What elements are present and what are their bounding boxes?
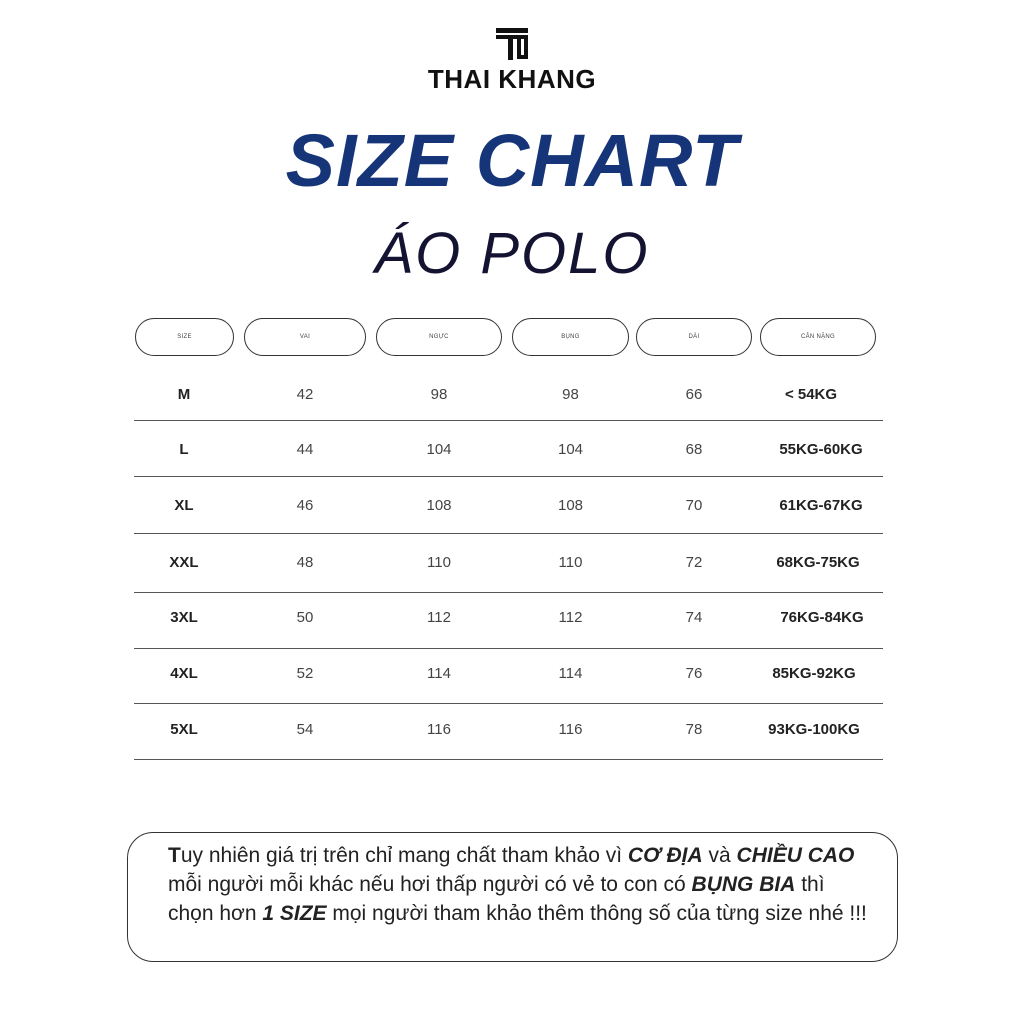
note-emphasis: CHIỀU CAO [736,844,855,867]
cell-can-nang: < 54KG [784,386,838,403]
cell-can-nang: 55KG-60KG [779,441,863,458]
cell-nguc: 116 [427,721,451,738]
header-size: SIZE [135,318,234,356]
header-nguc: NGỰC [376,318,502,356]
cell-dai: 74 [685,609,703,626]
table-row [0,702,1024,758]
cell-size: L [179,441,189,458]
cell-vai: 54 [296,721,314,738]
row-divider [134,759,883,760]
tk-monogram-icon [492,26,532,62]
header-dai: DÀI [636,318,752,356]
cell-bung: 116 [558,721,583,738]
row-divider [134,420,883,421]
note-text: thì chọn hơn [168,873,825,925]
cell-nguc: 110 [427,554,451,571]
table-row [0,478,1024,534]
cell-can-nang: 93KG-100KG [768,721,860,738]
cell-nguc: 114 [427,665,451,682]
cell-nguc: 112 [427,609,451,626]
header-can-nang: CÂN NẶNG [760,318,876,356]
cell-nguc: 108 [426,497,452,514]
cell-size: XL [174,497,194,514]
table-row [0,590,1024,646]
cell-bung: 104 [557,441,584,458]
note-emphasis: CƠ ĐỊA [627,844,703,867]
cell-can-nang: 61KG-67KG [779,497,863,514]
cell-nguc: 104 [426,441,452,458]
cell-dai: 78 [685,721,703,738]
cell-bung: 98 [562,386,579,403]
cell-size: M [177,386,191,403]
note-emphasis: 1 SIZE [262,902,327,925]
cell-vai: 48 [296,554,314,571]
note-text: và [702,844,737,867]
cell-size: XXL [169,554,199,571]
cell-dai: 66 [685,386,703,403]
cell-bung: 112 [558,609,583,626]
cell-size: 4XL [170,665,198,682]
header-vai: VAI [244,318,366,356]
row-divider [134,533,883,534]
note-text: mỗi người mỗi khác nếu hơi thấp người có vẻ to con có [168,873,692,896]
page-subtitle: ÁO POLO [374,221,650,286]
cell-dai: 70 [685,497,703,514]
cell-can-nang: 68KG-75KG [776,554,860,571]
cell-dai: 68 [685,441,703,458]
table-row [0,367,1024,423]
cell-dai: 72 [685,554,703,571]
cell-nguc: 98 [430,386,448,403]
row-divider [134,476,883,477]
note-drop-cap: T [168,844,181,867]
cell-can-nang: 76KG-84KG [780,609,864,626]
cell-dai: 76 [685,665,703,682]
note-text: mọi người tham khảo thêm thông số của từng size nhé !!! [326,902,867,925]
cell-bung: 114 [558,665,583,682]
header-bung: BỤNG [512,318,629,356]
cell-vai: 42 [296,386,314,403]
cell-size: 3XL [170,609,198,626]
table-row [0,422,1024,478]
cell-bung: 110 [558,554,583,571]
table-row [0,646,1024,702]
brand-logo [0,26,1024,95]
cell-bung: 108 [557,497,584,514]
note-text: uy nhiên giá trị trên chỉ mang chất tham khảo vì [180,844,628,867]
cell-vai: 50 [296,609,314,626]
cell-size: 5XL [170,721,198,738]
cell-vai: 46 [296,497,314,514]
size-advice-note [127,832,898,962]
cell-vai: 44 [296,441,314,458]
page-title: SIZE CHART [285,119,739,202]
cell-can-nang: 85KG-92KG [772,665,856,682]
table-row [0,535,1024,591]
brand-name: THAI KHANG [427,64,597,94]
note-emphasis: BỤNG BIA [691,873,796,896]
cell-vai: 52 [296,665,314,682]
